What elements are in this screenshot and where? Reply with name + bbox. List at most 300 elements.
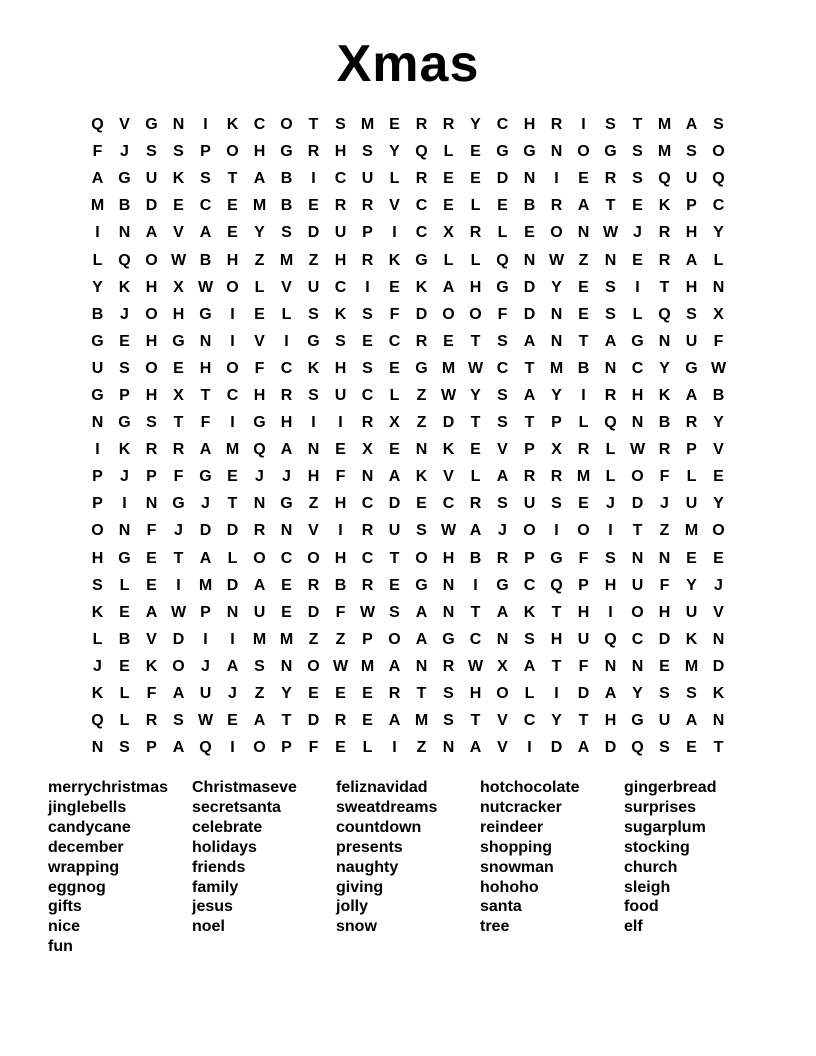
letter-grid	[84, 111, 732, 761]
grid-letter: Y	[713, 224, 724, 242]
grid-letter: N	[523, 170, 536, 188]
grid-letter: A	[253, 170, 266, 188]
grid-letter: S	[254, 657, 265, 675]
grid-letter: M	[657, 116, 672, 134]
grid-letter: R	[361, 251, 374, 269]
grid-letter: L	[443, 251, 454, 269]
word-column	[624, 778, 768, 957]
grid-letter: G	[415, 359, 428, 377]
grid-letter: S	[605, 549, 616, 567]
grid-letter: H	[604, 576, 617, 594]
grid-letter: R	[469, 224, 482, 242]
grid-letter: A	[226, 657, 239, 675]
grid-row	[84, 545, 732, 572]
grid-letter: H	[145, 278, 158, 296]
grid-letter: H	[307, 468, 320, 486]
grid-row	[84, 463, 732, 490]
word-item: reindeer	[480, 818, 544, 836]
grid-letter: S	[497, 386, 508, 404]
grid-letter: W	[467, 657, 484, 675]
grid-letter: S	[443, 712, 454, 730]
grid-letter: U	[631, 576, 644, 594]
grid-letter: R	[415, 170, 428, 188]
grid-letter: U	[685, 495, 698, 513]
grid-letter: T	[551, 603, 562, 621]
grid-letter: N	[523, 251, 536, 269]
grid-letter: L	[470, 197, 481, 215]
grid-letter: D	[307, 712, 320, 730]
grid-letter: F	[92, 143, 103, 161]
grid-letter: N	[658, 549, 671, 567]
grid-letter: E	[389, 441, 400, 459]
grid-letter: M	[252, 630, 267, 648]
grid-letter: P	[524, 441, 535, 459]
grid-letter: Q	[91, 712, 104, 730]
grid-letter: V	[713, 441, 724, 459]
grid-letter: F	[659, 468, 670, 486]
word-item: elf	[624, 918, 643, 936]
word-list	[48, 778, 788, 957]
grid-letter: W	[440, 386, 457, 404]
grid-letter: N	[280, 657, 293, 675]
grid-letter: E	[659, 657, 670, 675]
grid-row	[84, 626, 732, 653]
grid-letter: G	[307, 332, 320, 350]
grid-letter: K	[415, 278, 428, 296]
grid-letter: E	[308, 685, 319, 703]
grid-letter: O	[307, 657, 320, 675]
grid-letter: E	[335, 441, 346, 459]
grid-letter: I	[365, 278, 370, 296]
grid-letter: Z	[416, 386, 427, 404]
grid-letter: B	[469, 549, 482, 567]
grid-letter: B	[280, 197, 293, 215]
grid-letter: L	[713, 251, 724, 269]
word-item: presents	[336, 838, 403, 856]
grid-letter: I	[473, 576, 478, 594]
grid-letter: Y	[632, 685, 643, 703]
grid-letter: V	[389, 197, 400, 215]
grid-letter: B	[280, 170, 293, 188]
word-item: december	[48, 838, 124, 856]
grid-letter: S	[173, 143, 184, 161]
grid-letter: K	[334, 305, 347, 323]
grid-letter: E	[443, 332, 454, 350]
grid-letter: I	[230, 414, 235, 432]
grid-letter: B	[577, 359, 590, 377]
word-item: Christmaseve	[192, 779, 297, 796]
grid-letter: A	[577, 739, 590, 757]
grid-letter: D	[523, 305, 536, 323]
grid-letter: Y	[92, 278, 103, 296]
grid-row	[84, 707, 732, 734]
grid-letter: P	[362, 630, 373, 648]
grid-letter: J	[714, 576, 723, 594]
grid-letter: T	[173, 549, 184, 567]
grid-letter: G	[415, 251, 428, 269]
grid-letter: H	[442, 549, 455, 567]
grid-letter: A	[388, 712, 401, 730]
grid-letter: L	[119, 685, 130, 703]
grid-letter: Z	[659, 522, 670, 540]
word-item: sweatdreams	[336, 798, 438, 816]
grid-letter: W	[197, 278, 214, 296]
grid-letter: S	[551, 495, 562, 513]
grid-letter: R	[307, 576, 320, 594]
grid-letter: A	[685, 386, 698, 404]
grid-letter: P	[200, 143, 211, 161]
word-item: eggnog	[48, 878, 106, 896]
grid-row	[84, 680, 732, 707]
grid-letter: Z	[308, 630, 319, 648]
grid-letter: S	[605, 278, 616, 296]
grid-letter: U	[253, 603, 266, 621]
grid-letter: S	[497, 332, 508, 350]
grid-letter: J	[120, 143, 129, 161]
grid-letter: N	[199, 332, 212, 350]
grid-letter: J	[201, 657, 210, 675]
grid-letter: L	[92, 630, 103, 648]
grid-letter: K	[712, 685, 725, 703]
grid-letter: K	[307, 359, 320, 377]
grid-letter: L	[470, 251, 481, 269]
grid-letter: Q	[658, 170, 671, 188]
grid-letter: A	[496, 468, 509, 486]
grid-letter: N	[550, 143, 563, 161]
grid-letter: Q	[604, 630, 617, 648]
grid-letter: U	[361, 170, 374, 188]
grid-letter: U	[658, 712, 671, 730]
grid-letter: S	[389, 603, 400, 621]
grid-letter: G	[604, 143, 617, 161]
grid-letter: K	[226, 116, 239, 134]
grid-letter: L	[524, 685, 535, 703]
grid-letter: D	[712, 657, 725, 675]
word-item: gifts	[48, 898, 82, 916]
grid-letter: H	[334, 495, 347, 513]
grid-letter: M	[684, 657, 699, 675]
grid-letter: N	[550, 305, 563, 323]
grid-letter: Z	[416, 414, 427, 432]
grid-letter: T	[470, 712, 481, 730]
word-item: shopping	[480, 838, 552, 856]
grid-letter: L	[632, 305, 643, 323]
grid-letter: N	[361, 468, 374, 486]
grid-letter: R	[334, 197, 347, 215]
grid-letter: K	[91, 603, 104, 621]
grid-letter: J	[120, 468, 129, 486]
grid-letter: N	[415, 441, 428, 459]
grid-letter: C	[334, 170, 347, 188]
grid-letter: V	[119, 116, 130, 134]
grid-row	[84, 734, 732, 761]
grid-letter: I	[230, 305, 235, 323]
grid-letter: E	[470, 441, 481, 459]
grid-letter: E	[524, 224, 535, 242]
grid-letter: E	[308, 197, 319, 215]
grid-letter: U	[91, 359, 104, 377]
grid-letter: E	[119, 603, 130, 621]
grid-letter: G	[442, 630, 455, 648]
grid-row	[84, 572, 732, 599]
grid-letter: T	[389, 549, 400, 567]
grid-letter: C	[280, 359, 293, 377]
word-item: sugarplum	[624, 818, 706, 836]
grid-letter: B	[658, 414, 671, 432]
grid-letter: C	[523, 712, 536, 730]
grid-letter: K	[118, 278, 131, 296]
grid-letter: G	[199, 468, 212, 486]
grid-letter: N	[415, 657, 428, 675]
grid-letter: O	[469, 305, 482, 323]
grid-letter: I	[608, 603, 613, 621]
grid-letter: C	[631, 630, 644, 648]
grid-letter: S	[659, 739, 670, 757]
grid-letter: S	[362, 305, 373, 323]
grid-row	[84, 653, 732, 680]
grid-letter: I	[392, 739, 397, 757]
word-column	[192, 778, 336, 957]
grid-letter: E	[335, 685, 346, 703]
grid-letter: U	[334, 386, 347, 404]
grid-letter: I	[527, 739, 532, 757]
grid-letter: X	[713, 305, 724, 323]
grid-letter: H	[550, 630, 563, 648]
grid-letter: P	[362, 224, 373, 242]
grid-letter: E	[686, 739, 697, 757]
grid-letter: M	[684, 522, 699, 540]
grid-letter: A	[523, 332, 536, 350]
grid-letter: Q	[712, 170, 725, 188]
grid-letter: H	[253, 386, 266, 404]
grid-letter: F	[173, 468, 184, 486]
grid-letter: H	[523, 116, 536, 134]
grid-letter: T	[281, 712, 292, 730]
grid-letter: E	[416, 495, 427, 513]
grid-letter: S	[119, 739, 130, 757]
grid-letter: E	[632, 251, 643, 269]
grid-letter: N	[172, 116, 185, 134]
grid-letter: Y	[254, 224, 265, 242]
grid-letter: L	[443, 143, 454, 161]
grid-letter: F	[578, 657, 589, 675]
grid-letter: N	[604, 657, 617, 675]
word-item: santa	[480, 898, 522, 916]
grid-letter: E	[362, 332, 373, 350]
grid-row	[84, 355, 732, 382]
grid-letter: A	[199, 549, 212, 567]
grid-letter: I	[311, 170, 316, 188]
grid-letter: L	[605, 468, 616, 486]
grid-row	[84, 246, 732, 273]
grid-letter: A	[604, 685, 617, 703]
grid-letter: J	[255, 468, 264, 486]
grid-letter: Q	[658, 305, 671, 323]
word-item: food	[624, 898, 659, 916]
grid-letter: V	[308, 522, 319, 540]
grid-letter: R	[550, 468, 563, 486]
grid-letter: S	[119, 359, 130, 377]
grid-letter: B	[334, 576, 347, 594]
grid-letter: N	[226, 603, 239, 621]
grid-letter: T	[227, 170, 238, 188]
word-item: jinglebells	[48, 798, 127, 816]
grid-letter: N	[118, 224, 131, 242]
grid-letter: N	[91, 739, 104, 757]
grid-letter: B	[712, 386, 725, 404]
grid-letter: S	[362, 359, 373, 377]
grid-letter: T	[524, 359, 535, 377]
grid-letter: G	[631, 332, 644, 350]
grid-letter: W	[440, 522, 457, 540]
grid-letter: I	[581, 116, 586, 134]
grid-letter: O	[91, 522, 104, 540]
grid-letter: O	[253, 739, 266, 757]
grid-letter: O	[631, 468, 644, 486]
grid-letter: I	[635, 278, 640, 296]
grid-letter: E	[497, 197, 508, 215]
grid-letter: N	[118, 522, 131, 540]
grid-letter: Z	[308, 251, 319, 269]
grid-letter: D	[388, 495, 401, 513]
grid-letter: D	[658, 630, 671, 648]
grid-letter: Q	[118, 251, 131, 269]
grid-letter: S	[632, 170, 643, 188]
grid-letter: I	[230, 630, 235, 648]
grid-letter: N	[604, 251, 617, 269]
grid-letter: H	[334, 143, 347, 161]
grid-letter: L	[92, 251, 103, 269]
grid-letter: E	[227, 224, 238, 242]
grid-letter: P	[119, 386, 130, 404]
grid-letter: G	[199, 305, 212, 323]
grid-letter: E	[281, 603, 292, 621]
grid-letter: D	[604, 739, 617, 757]
grid-letter: C	[631, 359, 644, 377]
grid-letter: G	[550, 549, 563, 567]
word-item: feliznavidad	[336, 779, 428, 796]
grid-letter: U	[334, 224, 347, 242]
grid-letter: O	[442, 305, 455, 323]
grid-letter: R	[145, 441, 158, 459]
grid-letter: V	[254, 332, 265, 350]
grid-letter: X	[173, 278, 184, 296]
grid-letter: B	[91, 305, 104, 323]
grid-letter: J	[282, 468, 291, 486]
word-item: merrychristmas	[48, 779, 169, 796]
grid-letter: M	[90, 197, 105, 215]
grid-letter: S	[713, 116, 724, 134]
grid-letter: E	[389, 278, 400, 296]
grid-letter: E	[146, 576, 157, 594]
grid-letter: C	[361, 495, 374, 513]
grid-letter: D	[226, 576, 239, 594]
grid-letter: G	[280, 495, 293, 513]
grid-letter: M	[225, 441, 240, 459]
grid-letter: I	[203, 630, 208, 648]
grid-letter: G	[280, 143, 293, 161]
grid-letter: H	[604, 712, 617, 730]
grid-letter: A	[685, 712, 698, 730]
grid-letter: D	[172, 630, 185, 648]
grid-letter: H	[334, 359, 347, 377]
grid-letter: G	[415, 576, 428, 594]
grid-letter: N	[658, 332, 671, 350]
grid-letter: T	[227, 495, 238, 513]
grid-letter: C	[280, 549, 293, 567]
grid-letter: S	[335, 332, 346, 350]
grid-letter: F	[254, 359, 265, 377]
grid-letter: Z	[335, 630, 346, 648]
grid-letter: H	[253, 143, 266, 161]
grid-letter: A	[145, 224, 158, 242]
grid-letter: X	[389, 414, 400, 432]
grid-letter: K	[91, 685, 104, 703]
grid-letter: X	[443, 224, 454, 242]
grid-row	[84, 192, 732, 219]
grid-letter: S	[416, 522, 427, 540]
grid-letter: N	[496, 630, 509, 648]
grid-letter: Y	[686, 576, 697, 594]
grid-letter: E	[713, 549, 724, 567]
grid-letter: O	[712, 522, 725, 540]
word-item: jesus	[192, 898, 233, 916]
grid-letter: R	[496, 549, 509, 567]
grid-letter: N	[145, 495, 158, 513]
grid-letter: G	[631, 712, 644, 730]
grid-letter: B	[523, 197, 536, 215]
grid-letter: S	[686, 143, 697, 161]
grid-letter: L	[254, 278, 265, 296]
grid-letter: R	[604, 386, 617, 404]
grid-letter: A	[388, 657, 401, 675]
grid-letter: S	[497, 495, 508, 513]
grid-letter: V	[497, 441, 508, 459]
grid-letter: I	[311, 414, 316, 432]
word-item: friends	[192, 858, 246, 876]
grid-letter: V	[146, 630, 157, 648]
grid-letter: I	[176, 576, 181, 594]
grid-letter: F	[308, 739, 319, 757]
grid-row	[84, 436, 732, 463]
grid-letter: M	[576, 468, 591, 486]
grid-letter: A	[523, 657, 536, 675]
grid-letter: Q	[91, 116, 104, 134]
grid-letter: I	[338, 414, 343, 432]
grid-letter: S	[146, 414, 157, 432]
grid-letter: I	[230, 332, 235, 350]
grid-letter: R	[253, 522, 266, 540]
grid-letter: V	[173, 224, 184, 242]
grid-letter: R	[523, 468, 536, 486]
word-item: surprises	[624, 798, 697, 816]
grid-letter: R	[658, 251, 671, 269]
grid-letter: L	[362, 739, 373, 757]
grid-letter: A	[172, 739, 185, 757]
grid-letter: E	[686, 549, 697, 567]
grid-letter: S	[146, 143, 157, 161]
grid-letter: D	[226, 522, 239, 540]
grid-letter: E	[578, 305, 589, 323]
grid-letter: N	[91, 414, 104, 432]
grid-letter: A	[604, 332, 617, 350]
grid-letter: T	[578, 712, 589, 730]
grid-letter: O	[712, 143, 725, 161]
grid-letter: Y	[551, 386, 562, 404]
grid-letter: I	[95, 224, 100, 242]
word-item: naughty	[336, 858, 399, 876]
grid-letter: R	[685, 414, 698, 432]
